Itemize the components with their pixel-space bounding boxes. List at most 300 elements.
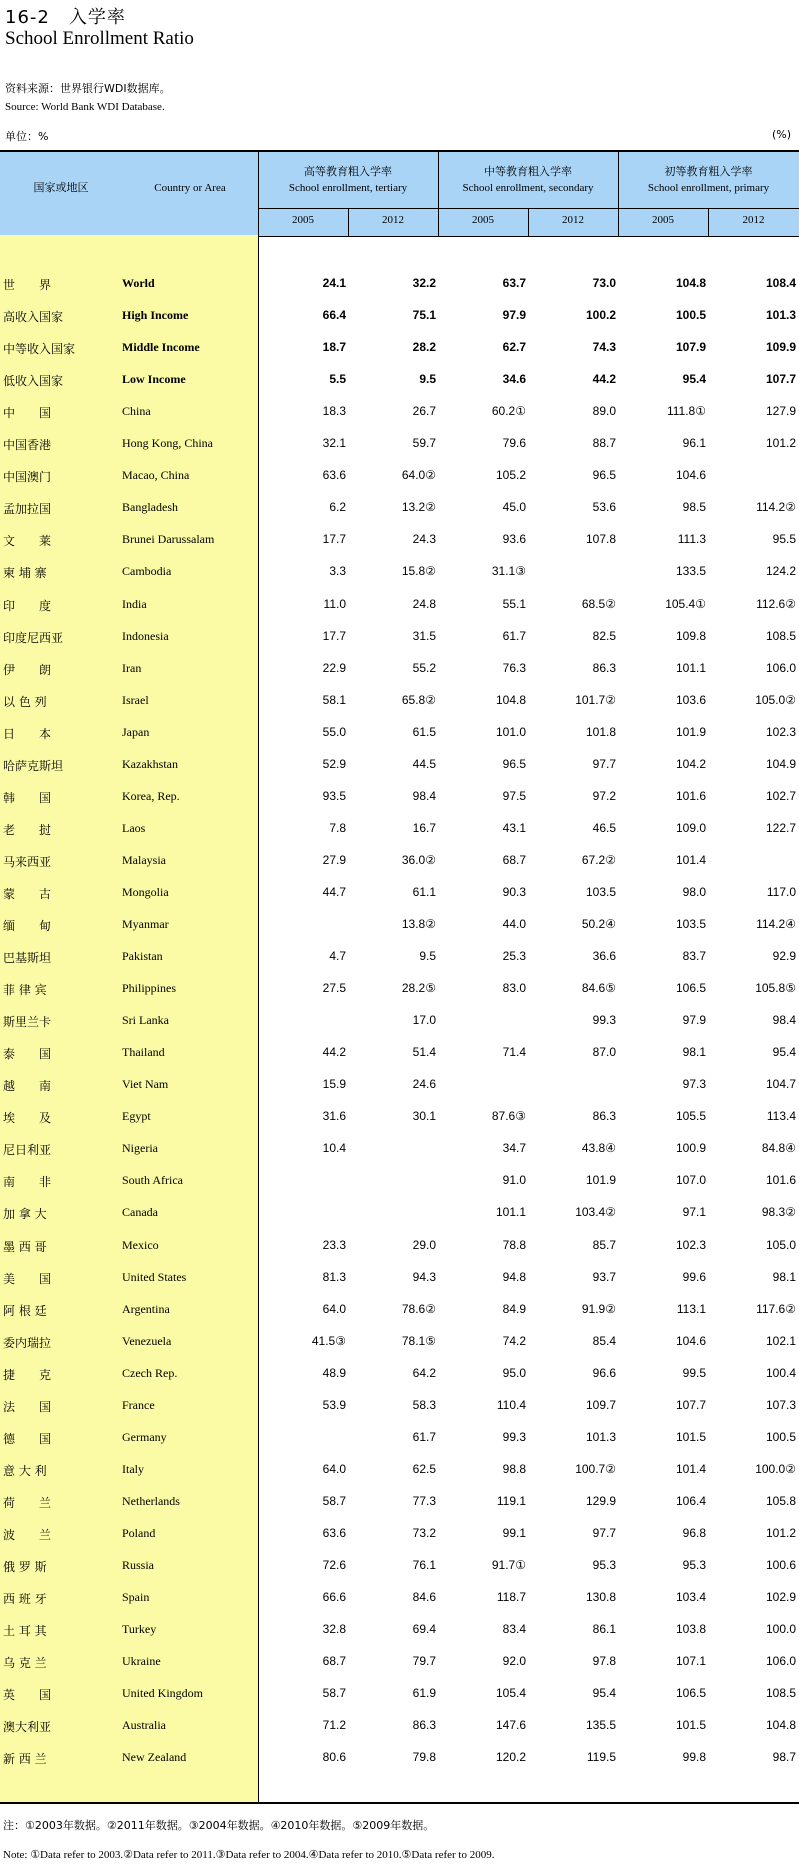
value-cell: 104.2 (675, 756, 706, 771)
value-cell: 79.8 (412, 1750, 436, 1765)
value-cell: 61.1 (412, 884, 436, 899)
country-name-en: Turkey (122, 1622, 157, 1637)
value-cell: 13.2② (401, 500, 436, 515)
value-cell: 105.8⑤ (755, 981, 796, 996)
country-name-en: Canada (122, 1205, 158, 1220)
value-cell: 46.5 (592, 820, 616, 835)
header-group-primary-cn: 初等教育粗入学率 (664, 165, 753, 178)
table-row (0, 717, 799, 749)
country-name-en: Russia (122, 1558, 155, 1572)
value-cell: 95.4 (682, 372, 706, 387)
value-cell: 104.8 (675, 276, 706, 290)
country-name-cn: 中等收入国家 (3, 342, 76, 357)
value-cell: 109.8 (675, 628, 706, 643)
country-name-en: Malaysia (122, 852, 166, 867)
value-cell: 88.7 (592, 436, 616, 451)
country-name-en: Bangladesh (122, 500, 178, 515)
value-cell: 43.8④ (581, 1141, 616, 1156)
country-name-en: Ukraine (122, 1654, 161, 1669)
value-cell: 103.8 (675, 1622, 706, 1637)
value-cell: 62.5 (412, 1461, 436, 1476)
value-cell: 17.0 (412, 1013, 436, 1028)
value-cell: 96.1 (682, 436, 706, 451)
value-cell: 10.4 (322, 1141, 346, 1156)
country-name-cn: 乌 克 兰 (3, 1656, 47, 1671)
value-cell: 101.3 (765, 308, 796, 323)
header-year: 2005 (472, 214, 494, 226)
country-name-cn: 尼日利亚 (3, 1143, 52, 1158)
value-cell: 81.3 (322, 1269, 346, 1284)
country-name-cn: 菲 律 宾 (3, 983, 47, 998)
value-cell: 104.7 (765, 1077, 796, 1092)
value-cell: 84.9 (502, 1301, 526, 1316)
value-cell: 84.6⑤ (581, 981, 616, 996)
country-name-en: Middle Income (122, 340, 200, 355)
value-cell: 84.6 (412, 1590, 436, 1605)
table-row (0, 1326, 799, 1358)
country-name-cn: 韩 国 (3, 790, 52, 805)
value-cell: 129.9 (585, 1493, 616, 1508)
country-name-cn: 蒙 古 (3, 886, 52, 901)
country-name-cn: 捷 克 (3, 1367, 52, 1382)
table-row (0, 1550, 799, 1582)
value-cell: 61.9 (412, 1686, 436, 1701)
value-cell: 119.1 (496, 1493, 526, 1508)
table-row (0, 1294, 799, 1326)
table-row (0, 1390, 799, 1422)
country-name-en: New Zealand (122, 1750, 187, 1765)
value-cell: 105.5 (675, 1109, 706, 1124)
value-cell: 113.1 (676, 1301, 706, 1316)
value-cell: 91.9② (581, 1301, 616, 1316)
value-cell: 102.1 (765, 1333, 796, 1348)
value-cell: 9.5 (419, 372, 436, 387)
value-cell: 71.2 (322, 1718, 346, 1733)
value-cell: 118.7 (496, 1590, 526, 1605)
table-row (0, 1358, 799, 1390)
value-cell: 63.7 (502, 276, 526, 290)
country-name-en: Low Income (122, 372, 186, 387)
value-cell: 62.7 (502, 340, 526, 355)
value-cell: 97.7 (592, 756, 616, 771)
country-name-cn: 老 挝 (3, 822, 52, 837)
value-cell: 95.4 (592, 1686, 616, 1701)
value-cell: 4.7 (329, 949, 346, 964)
country-name-cn: 中国澳门 (3, 470, 52, 485)
country-name-en: Egypt (122, 1109, 151, 1124)
country-name-en: United States (122, 1269, 187, 1284)
value-cell: 101.2 (765, 436, 796, 451)
value-cell: 86.3 (592, 1109, 616, 1124)
value-cell: 30.1 (412, 1109, 436, 1124)
table-row (0, 268, 799, 300)
value-cell: 95.4 (772, 1045, 796, 1060)
unit-percent: (%) (771, 128, 791, 141)
value-cell: 68.7 (322, 1654, 346, 1669)
value-cell: 105.2 (495, 468, 526, 483)
value-cell: 93.7 (592, 1269, 616, 1284)
value-cell: 104.6 (675, 468, 706, 483)
country-name-en: Brunei Darussalam (122, 532, 215, 547)
value-cell: 105.8 (765, 1493, 796, 1508)
value-cell: 101.4 (675, 1461, 706, 1476)
value-cell: 100.0 (765, 1622, 796, 1637)
table-row (0, 460, 799, 492)
country-name-cn: 越 南 (3, 1079, 52, 1094)
divider (0, 1802, 799, 1804)
table-row (0, 653, 799, 685)
value-cell: 105.4① (665, 596, 706, 611)
value-cell: 32.2 (412, 276, 436, 290)
country-name-cn: 缅 甸 (3, 919, 52, 933)
country-name-en: Korea, Rep. (122, 788, 180, 803)
value-cell: 87.6③ (491, 1109, 526, 1124)
value-cell: 83.4 (502, 1622, 526, 1637)
country-name-en: High Income (122, 308, 189, 323)
value-cell: 66.4 (322, 308, 346, 323)
country-name-cn: 美 国 (3, 1271, 52, 1286)
header-year: 2005 (652, 214, 674, 226)
value-cell: 5.5 (329, 372, 346, 387)
value-cell: 107.7 (765, 372, 796, 387)
value-cell: 27.9 (322, 852, 346, 867)
table-row (0, 1422, 799, 1454)
country-name-en: India (122, 596, 147, 611)
value-cell: 101.4 (675, 852, 706, 867)
country-name-en: Macao, China (122, 468, 190, 483)
value-cell: 58.3 (412, 1397, 436, 1412)
value-cell: 64.0② (401, 468, 436, 483)
table-row (0, 1069, 799, 1101)
value-cell: 9.5 (419, 949, 436, 964)
value-cell: 50.2④ (581, 917, 616, 931)
page-title-cn: 16-2 入学率 (5, 7, 126, 28)
value-cell: 114.2④ (756, 917, 796, 931)
value-cell: 63.6 (322, 468, 346, 483)
value-cell: 103.4② (575, 1205, 616, 1220)
value-cell: 102.7 (765, 788, 796, 803)
value-cell: 98.4 (412, 788, 436, 803)
value-cell: 127.9 (765, 404, 796, 419)
value-cell: 117.0 (766, 884, 796, 899)
value-cell: 95.5 (772, 532, 796, 547)
value-cell: 109.9 (765, 340, 796, 355)
country-name-cn: 孟加拉国 (3, 502, 52, 517)
country-name-cn: 马来西亚 (3, 854, 52, 869)
country-name-en: Pakistan (122, 949, 163, 964)
value-cell: 100.2 (585, 308, 616, 323)
value-cell: 101.1 (495, 1205, 526, 1220)
country-name-cn: 意 大 利 (3, 1463, 47, 1478)
country-name-cn: 世 界 (3, 278, 52, 292)
value-cell: 64.2 (412, 1365, 436, 1380)
country-name-cn: 泰 国 (3, 1047, 52, 1062)
table-row (0, 492, 799, 524)
header-group-primary-en: School enrollment, primary (647, 182, 770, 194)
value-cell: 16.7 (412, 820, 436, 835)
table-row (0, 941, 799, 973)
value-cell: 101.6 (765, 1173, 796, 1188)
value-cell: 59.7 (412, 436, 436, 451)
value-cell: 78.8 (502, 1237, 526, 1252)
value-cell: 97.8 (592, 1654, 616, 1669)
value-cell: 101.0 (495, 724, 526, 739)
country-name-en: China (122, 404, 151, 419)
table-row (0, 685, 799, 717)
value-cell: 101.8 (585, 724, 616, 739)
value-cell: 102.9 (765, 1590, 796, 1605)
value-cell: 43.1 (502, 820, 526, 835)
value-cell: 103.5 (585, 884, 616, 899)
country-name-cn: 澳大利亚 (3, 1720, 52, 1735)
value-cell: 105.0 (765, 1237, 796, 1252)
table-row (0, 1197, 799, 1229)
value-cell: 95.0 (502, 1365, 526, 1380)
value-cell: 100.6 (765, 1558, 796, 1572)
value-cell: 97.9 (682, 1013, 706, 1028)
value-cell: 73.2 (412, 1525, 436, 1540)
value-cell: 26.7 (412, 404, 436, 419)
value-cell: 27.5 (322, 981, 346, 996)
country-name-cn: 印度尼西亚 (3, 630, 64, 645)
page-title-en: School Enrollment Ratio (5, 28, 194, 49)
country-name-cn: 伊 朗 (3, 662, 52, 677)
value-cell: 130.8 (585, 1590, 616, 1605)
value-cell: 67.2② (581, 852, 616, 867)
value-cell: 98.7 (772, 1750, 796, 1765)
divider (258, 208, 799, 209)
country-name-en: Netherlands (122, 1493, 180, 1508)
country-name-cn: 斯里兰卡 (3, 1015, 52, 1030)
value-cell: 91.0 (502, 1173, 526, 1188)
table-row (0, 300, 799, 332)
country-name-cn: 新 西 兰 (3, 1752, 47, 1767)
value-cell: 41.5③ (311, 1333, 346, 1348)
value-cell: 103.4 (675, 1590, 706, 1605)
value-cell: 97.5 (502, 788, 526, 803)
value-cell: 99.5 (682, 1365, 706, 1380)
country-name-en: Laos (122, 820, 146, 835)
header-group-secondary-en: School enrollment, secondary (462, 182, 594, 194)
country-name-en: Spain (122, 1590, 150, 1605)
value-cell: 87.0 (592, 1045, 616, 1060)
value-cell: 103.6 (675, 692, 706, 707)
value-cell: 15.8② (401, 564, 436, 579)
value-cell: 124.2 (765, 564, 796, 579)
value-cell: 31.1③ (491, 564, 526, 579)
country-name-cn: 荷 兰 (3, 1495, 52, 1510)
country-name-en: Cambodia (122, 564, 172, 579)
value-cell: 44.7 (322, 884, 346, 899)
value-cell: 85.4 (592, 1333, 616, 1348)
table-row (0, 1614, 799, 1646)
table-row (0, 556, 799, 588)
value-cell: 90.3 (502, 884, 526, 899)
value-cell: 114.2② (756, 500, 796, 515)
value-cell: 44.5 (412, 756, 436, 771)
table-row (0, 1230, 799, 1262)
value-cell: 52.9 (322, 756, 346, 771)
country-name-cn: 西 班 牙 (3, 1592, 47, 1607)
value-cell: 100.9 (675, 1141, 706, 1156)
value-cell: 122.7 (765, 820, 796, 835)
value-cell: 83.0 (502, 981, 526, 996)
value-cell: 55.1 (502, 596, 526, 611)
table-row (0, 589, 799, 621)
value-cell: 97.9 (502, 308, 526, 323)
value-cell: 79.7 (412, 1654, 436, 1669)
country-name-cn: 以 色 列 (3, 694, 47, 709)
header-year: 2012 (382, 214, 404, 226)
value-cell: 51.4 (412, 1045, 436, 1060)
value-cell: 22.9 (322, 660, 346, 675)
value-cell: 147.6 (495, 1718, 526, 1733)
value-cell: 34.7 (502, 1141, 526, 1156)
value-cell: 58.1 (322, 692, 346, 707)
value-cell: 98.1 (682, 1045, 706, 1060)
value-cell: 24.6 (412, 1077, 436, 1092)
header-group-secondary-cn: 中等教育粗入学率 (484, 165, 572, 178)
country-name-en: Viet Nam (122, 1077, 169, 1092)
value-cell: 13.8② (401, 917, 436, 931)
footnote-cn: 注：①2003年数据。②2011年数据。③2004年数据。④2010年数据。⑤2009年数据。 (3, 1819, 435, 1832)
value-cell: 98.8 (502, 1461, 526, 1476)
country-name-cn: 文 莱 (3, 534, 52, 549)
value-cell: 99.8 (682, 1750, 706, 1765)
country-name-cn: 德 国 (3, 1431, 52, 1446)
value-cell: 106.5 (675, 981, 706, 996)
value-cell: 99.3 (502, 1429, 526, 1444)
unit-label: 单位：% (5, 130, 49, 143)
country-name-cn: 日 本 (3, 726, 52, 741)
value-cell: 72.6 (322, 1558, 346, 1572)
value-cell: 73.0 (592, 276, 616, 290)
table-row (0, 1582, 799, 1614)
country-name-en: Japan (122, 724, 150, 739)
value-cell: 61.7 (502, 628, 526, 643)
value-cell: 68.5② (581, 596, 616, 611)
country-name-en: Venezuela (122, 1333, 172, 1348)
table-row (0, 364, 799, 396)
value-cell: 107.9 (675, 340, 706, 355)
value-cell: 32.1 (322, 436, 346, 451)
value-cell: 94.8 (502, 1269, 526, 1284)
value-cell: 78.1⑤ (401, 1333, 436, 1348)
value-cell: 98.3② (761, 1205, 796, 1220)
value-cell: 117.6② (756, 1301, 796, 1316)
value-cell: 100.0② (755, 1461, 796, 1476)
value-cell: 23.3 (322, 1237, 346, 1252)
country-name-cn: 低收入国家 (3, 374, 64, 389)
country-name-cn: 加 拿 大 (3, 1207, 47, 1222)
value-cell: 83.7 (682, 949, 706, 964)
table-row (0, 428, 799, 460)
country-name-en: Poland (122, 1525, 156, 1540)
value-cell: 86.3 (412, 1718, 436, 1733)
country-name-en: Indonesia (122, 628, 169, 643)
table-row (0, 1486, 799, 1518)
value-cell: 101.9 (675, 724, 706, 739)
country-name-en: Myanmar (122, 917, 169, 931)
table-row (0, 749, 799, 781)
country-name-cn: 柬 埔 寨 (3, 566, 47, 581)
value-cell: 106.0 (765, 660, 796, 675)
header-country-cn: 国家或地区 (33, 181, 89, 194)
country-name-cn: 墨 西 哥 (3, 1239, 47, 1254)
country-name-en: Kazakhstan (122, 756, 178, 771)
value-cell: 98.4 (772, 1013, 796, 1028)
value-cell: 89.0 (592, 404, 616, 419)
value-cell: 104.9 (765, 756, 796, 771)
value-cell: 109.7 (585, 1397, 616, 1412)
header-group-tertiary-en: School enrollment, tertiary (288, 182, 408, 194)
value-cell: 108.4 (765, 276, 796, 290)
value-cell: 101.6 (675, 788, 706, 803)
value-cell: 34.6 (502, 372, 526, 387)
value-cell: 36.6 (592, 949, 616, 964)
value-cell: 106.5 (675, 1686, 706, 1701)
header-group-tertiary (258, 164, 438, 196)
country-name-en: Philippines (122, 981, 177, 996)
value-cell: 7.8 (329, 820, 346, 835)
header-year: 2005 (292, 214, 314, 226)
value-cell: 113.4 (766, 1109, 796, 1124)
value-cell: 55.2 (412, 660, 436, 675)
value-cell: 98.5 (682, 500, 706, 515)
table-row (0, 621, 799, 653)
value-cell: 78.6② (401, 1301, 436, 1316)
country-name-cn: 委内瑞拉 (3, 1335, 52, 1350)
table-row (0, 1262, 799, 1294)
table-row (0, 1646, 799, 1678)
country-name-cn: 俄 罗 斯 (3, 1560, 47, 1574)
value-cell: 64.0 (322, 1461, 346, 1476)
country-name-cn: 中 国 (3, 406, 52, 421)
value-cell: 98.1 (772, 1269, 796, 1284)
value-cell: 31.5 (412, 628, 436, 643)
value-cell: 68.7 (502, 852, 526, 867)
header-group-primary (618, 164, 799, 196)
country-name-en: Mongolia (122, 884, 169, 899)
value-cell: 79.6 (502, 436, 526, 451)
value-cell: 91.7① (491, 1558, 526, 1572)
value-cell: 102.3 (765, 724, 796, 739)
value-cell: 25.3 (502, 949, 526, 964)
value-cell: 97.2 (592, 788, 616, 803)
country-name-en: Mexico (122, 1237, 159, 1252)
country-name-en: Hong Kong, China (122, 436, 213, 451)
value-cell: 15.9 (322, 1077, 346, 1092)
value-cell: 17.7 (322, 628, 346, 643)
value-cell: 85.7 (592, 1237, 616, 1252)
value-cell: 11.0 (323, 596, 346, 611)
header-year: 2012 (742, 214, 765, 226)
value-cell: 96.6 (592, 1365, 616, 1380)
table-row (0, 877, 799, 909)
value-cell: 108.5 (765, 1686, 796, 1701)
table-row (0, 845, 799, 877)
value-cell: 80.6 (322, 1750, 346, 1765)
value-cell: 53.9 (322, 1397, 346, 1412)
header-group-tertiary-cn: 高等教育粗入学率 (304, 165, 392, 178)
value-cell: 97.7 (592, 1525, 616, 1540)
value-cell: 60.2① (491, 404, 526, 419)
table-row (0, 1005, 799, 1037)
value-cell: 106.0 (765, 1654, 796, 1669)
value-cell: 32.8 (322, 1622, 346, 1637)
value-cell: 44.2 (592, 372, 616, 387)
header-year: 2012 (562, 214, 584, 226)
